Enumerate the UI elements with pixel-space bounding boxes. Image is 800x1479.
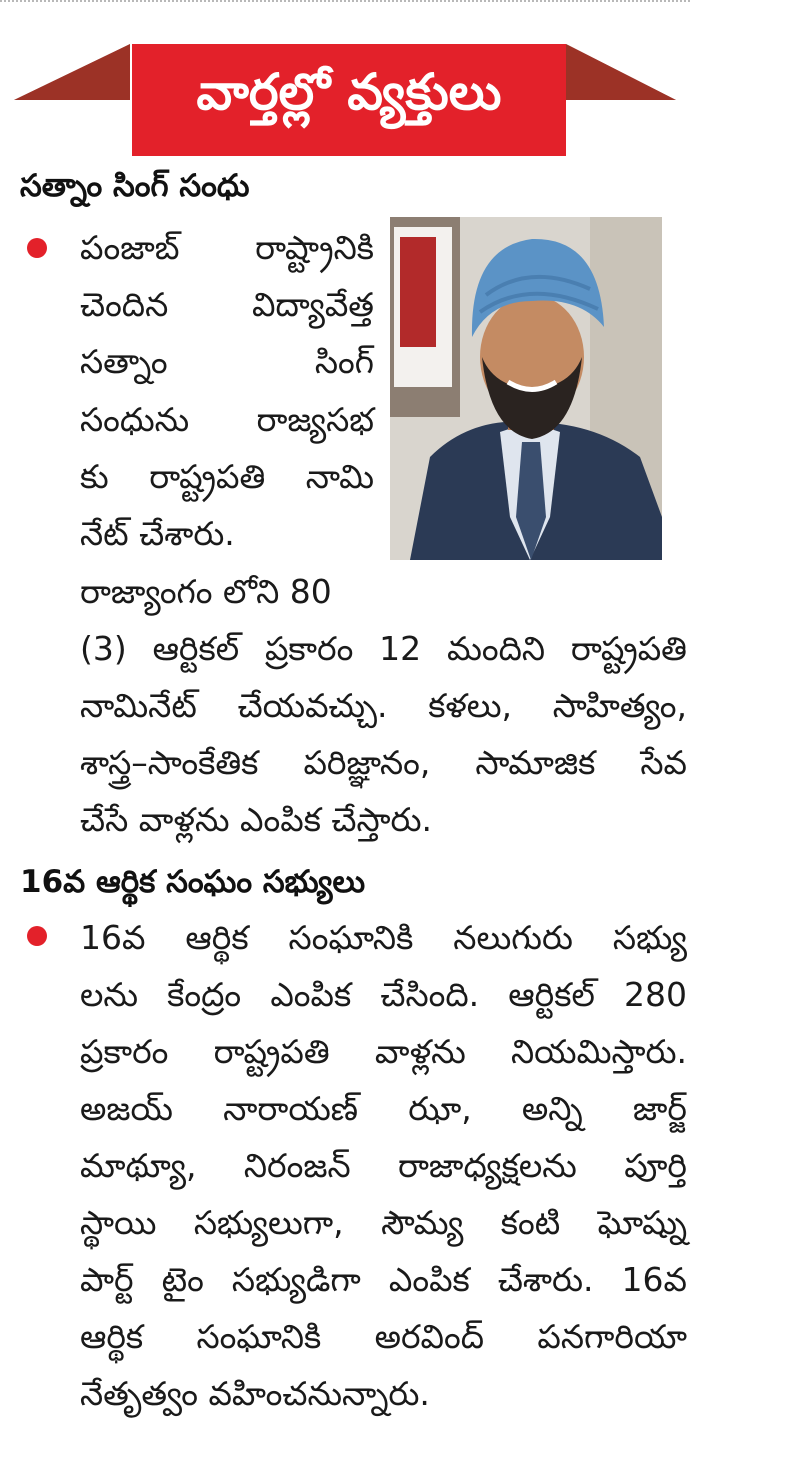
section-heading-finance-commission: 16వ ఆర్థిక సంఘం సభ్యులు: [20, 864, 366, 900]
text-line: నేట్ చేశారు.: [80, 514, 235, 553]
text-line: చెందిన విద్యావేత్త: [80, 285, 374, 324]
text-line: సత్నాం సింగ్: [80, 342, 374, 381]
text-line: నామినేట్ చేయవచ్చు. కళలు, సాహిత్యం,: [80, 686, 687, 725]
text-line: కు రాష్ట్రపతి నామి: [80, 457, 374, 496]
banner-title: వార్తల్లో వ్యక్తులు: [196, 62, 502, 121]
text-line: అజయ్ నారాయణ్ ఝా, అన్ని జార్జ్: [80, 1089, 687, 1128]
text-line: రాజ్యాంగం లోని 80: [80, 572, 332, 611]
text-line: స్థాయి సభ్యులుగా, సౌమ్య కంటి ఘోష్ను: [80, 1203, 687, 1242]
bullet-icon: [27, 238, 47, 258]
section-banner: [0, 40, 690, 158]
top-divider: [0, 0, 690, 2]
bullet-icon: [27, 926, 47, 946]
portrait-photo: [390, 217, 662, 560]
text-line: 16వ ఆర్థిక సంఘానికి నలుగురు సభ్యు: [80, 918, 687, 957]
text-line: నేతృత్వం వహించనున్నారు.: [80, 1374, 430, 1413]
text-line: లను కేంద్రం ఎంపిక చేసింది. ఆర్టికల్ 280: [80, 975, 687, 1014]
text-line: (3) ఆర్టికల్ ప్రకారం 12 మందిని రాష్ట్రపతి: [80, 629, 687, 668]
text-line: పంజాబ్ రాష్ట్రానికి: [80, 228, 374, 267]
text-line: సంధును రాజ్యసభ: [80, 400, 374, 439]
text-line: శాస్త్ర–సాంకేతిక పరిజ్ఞానం, సామాజిక సేవ: [80, 743, 687, 782]
text-line: ఆర్థిక సంఘానికి అరవింద్ పనగారియా: [80, 1317, 687, 1356]
text-line: చేసే వాళ్లను ఎంపిక చేస్తారు.: [80, 800, 432, 839]
text-line: ప్రకారం రాష్ట్రపతి వాళ్లను నియమిస్తారు.: [80, 1032, 687, 1071]
text-line: మాథ్యూ, నిరంజన్ రాజాధ్యక్షలను పూర్తి: [80, 1146, 687, 1185]
text-line: పార్ట్ టైం సభ్యుడిగా ఎంపిక చేశారు. 16వ: [80, 1260, 687, 1299]
section-heading-satnam-singh: సత్నాం సింగ్ సంధు: [20, 168, 250, 204]
